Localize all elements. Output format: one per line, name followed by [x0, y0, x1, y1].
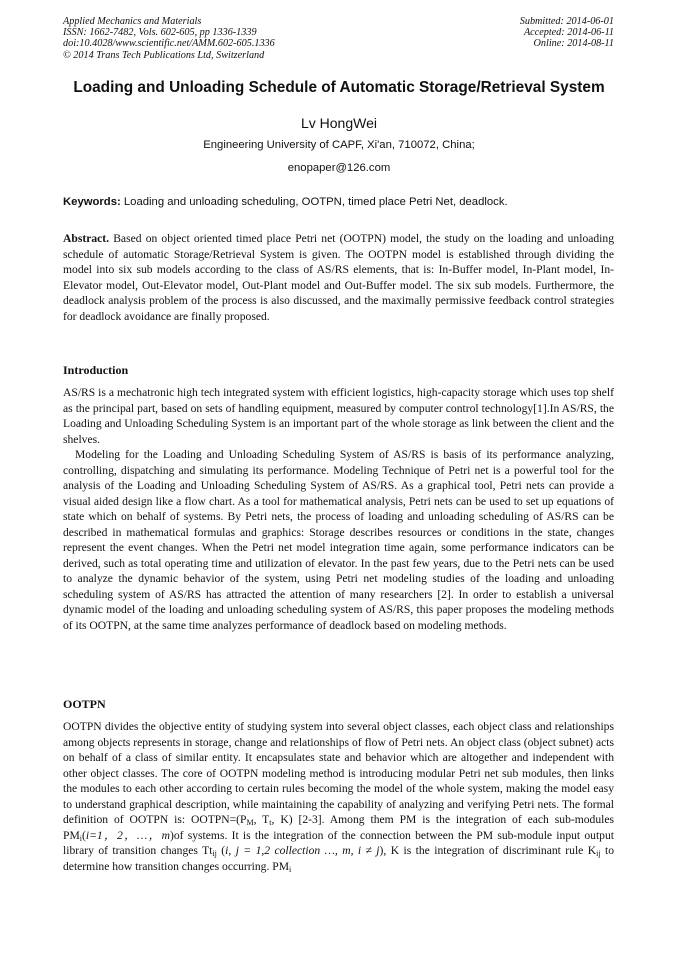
publication-dates — [520, 16, 614, 50]
author-affiliation: Engineering University of CAPF, Xi'an, 710072, China; — [203, 139, 475, 151]
ij-range: i, j = 1,2 collection …, m, i ≠ j — [225, 844, 380, 857]
ootpn-body — [63, 719, 614, 874]
introduction-heading: Introduction — [63, 363, 129, 377]
keywords-label: Keywords: — [63, 196, 121, 208]
accepted-date: Accepted: 2014-06-11 — [523, 27, 614, 39]
paper-title: Loading and Unloading Schedule of Automatic Storage/Retrieval System — [73, 79, 605, 96]
journal-info — [63, 16, 275, 61]
abstract — [63, 231, 614, 324]
sub-ij-2: ij — [596, 849, 601, 858]
introduction-paragraph-2: Modeling for the Loading and Unloading Scheduling System of AS/RS is basis of its performance analyzing, controlling, dispatching and simulating its performance. Modeling Technique of Petri net is a powerful tool for the analysis of the Loading and Unloading Scheduling System of AS/RS. As a graphical tool, Petri nets can provide a visual aided design like a flow chart. As a tool for mathematical analysis, Petri nets can be used to set up equations of state which on behalf of systems. By Petri nets, the process of loading and unloading scheduling of AS/RS can be described in mathematical formulas and graphics: Storage describes resources or conditions in the state, changes represent the event changes. When the Petri net model integration time again, some performance indicators can be derived, such as total operating time and utilization of elevator. In the past few years, due to the Petri nets can be used to analyze the dynamic behavior of the system, using Petri net modeling studies of the loading and unloading scheduling system of AS/RS has attracted the attention of many researchers [2]. In order to establish a universal dynamic model of the loading and unloading scheduling system of AS/RS, this paper proposes the modeling methods of its OOTPN, at the same time analyzes performance of deadlock based on modeling methods. — [63, 448, 614, 632]
ootpn-paragraph — [63, 719, 614, 874]
ootpn-text: OOTPN divides the objective entity of studying system into several object classes, each object class and relationships among objects represents in storage, change and relationships of flow of Petri nets. An object class (object subnet) acts on behalf of a class of similar entity. It encapsulates state and behavior which are altogether and independent with other object classes. The core of OOTPN modeling method is introducing modular Petri net sub modules, then links the modules to each other according to certain rules becoming the model of the whole system, making the model easy to understand graphical description, while maintaining the capability of analyzing and verifying Petri nets. The formal definition of OOTPN is: — [63, 720, 614, 826]
ootpn-heading: OOTPN — [63, 697, 106, 711]
ootpn-def: OOTPN=(P — [190, 813, 247, 826]
keywords — [63, 196, 623, 208]
sub-t: t — [269, 818, 272, 827]
ootpn-text-2: )of systems. It is the integration of the connection between the PM sub-module input output library of transition changes Tt — [63, 828, 614, 857]
submitted-date: Submitted: 2014-06-01 — [519, 16, 614, 27]
copyright-line: © 2014 Trans Tech Publications Ltd, Switzerland — [63, 49, 265, 61]
paren2-open: ( — [216, 844, 226, 857]
introduction-body — [63, 385, 614, 633]
issn-line: ISSN: 1662-7482, Vols. 602-605, pp 1336-1339 — [63, 27, 257, 39]
ootpn-text-3: ), K is the integration of discriminant rule K — [379, 844, 597, 857]
paren-open: ( — [82, 828, 86, 842]
abstract-label: Abstract. — [63, 232, 110, 245]
sub-i: i — [79, 833, 82, 843]
author-name: Lv HongWei — [300, 115, 377, 131]
index-range: i=1，2，…，m — [85, 828, 170, 842]
journal-name: Applied Mechanics and Materials — [63, 16, 202, 27]
sub-ij: ij — [212, 849, 217, 858]
ootpn-def-3: , K) [2-3]. Among them PM is the integration of each sub-modules PM — [63, 813, 615, 842]
abstract-text: Based on object oriented timed place Petri net (OOTPN) model, the study on the loading and unloading schedule of automatic Storage/Retrieval System is given. The OOTPN model is established through dividing the model into six sub models according to the class of AS/RS elements, that is: In-Buffer model, In-Plant model, In-Elevator model, Out-Elevator model, Out-Plant model and Out-Buffer model. The six sub models. Furthermore, the deadlock analysis problem of the process is also discussed, and the maximally permissive feedback control strategies for deadlock avoidance are finally proposed. — [63, 232, 614, 323]
ootpn-def-2: , T — [253, 813, 270, 826]
author-email: enopaper@126.com — [287, 162, 391, 174]
ootpn-text-4: to determine how transition changes occurring. PM — [63, 844, 614, 873]
sub-m: M — [246, 818, 254, 827]
sub-i-2: i — [289, 864, 292, 874]
online-date: Online: 2014-08-11 — [533, 38, 614, 50]
keywords-text: Loading and unloading scheduling, OOTPN, timed place Petri Net, deadlock. — [120, 196, 508, 208]
doi-line: doi:10.4028/www.scientific.net/AMM.602-605.1336 — [63, 38, 275, 50]
introduction-paragraph-1: AS/RS is a mechatronic high tech integrated system with efficient logistics, high-capacity storage which uses top shelf as the principal part, based on sets of handling equipment, measured by computer control technology[1].In AS/RS, the Loading and Unloading Scheduling System is an important part of the whole storage as link between the client and the shelves. — [63, 386, 614, 446]
